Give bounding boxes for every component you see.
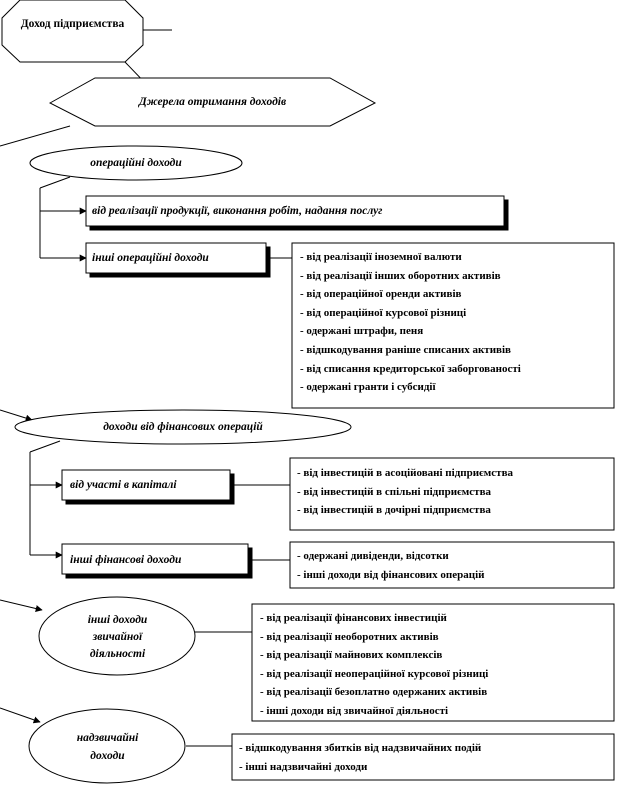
ordinary-label-line: звичайної bbox=[92, 631, 143, 643]
operational-label: операційні доходи bbox=[90, 157, 182, 169]
list-item: - відшкодування збитків від надзвичайних подій bbox=[239, 742, 482, 754]
ordinary-label-line: інші доходи bbox=[87, 614, 148, 626]
list-item: - від операційної оренди активів bbox=[300, 288, 462, 301]
list-item: - від реалізації інших оборотних активів bbox=[300, 269, 501, 282]
list-item: - від списання кредиторської заборгованості bbox=[300, 362, 521, 375]
equity-list bbox=[297, 464, 513, 520]
financial-label: доходи від фінансових операцій bbox=[103, 421, 263, 433]
list-item: - від реалізації фінансових інвестицій bbox=[260, 612, 447, 624]
list-item: - одержані дивіденди, відсотки bbox=[297, 550, 449, 562]
extraordinary-list bbox=[239, 739, 481, 776]
extraordinary-label-line: доходи bbox=[90, 750, 125, 762]
equity-label: від участі в капіталі bbox=[70, 479, 177, 491]
list-item: - від інвестицій в асоційовані підприємства bbox=[297, 467, 514, 479]
list-item: - одержані штрафи, пеня bbox=[300, 325, 424, 338]
list-item: - від реалізації іноземної валюти bbox=[300, 251, 462, 263]
list-item: - від інвестицій в дочірні підприємства bbox=[297, 504, 491, 517]
list-item: - від інвестицій в спільні підприємства bbox=[297, 485, 492, 498]
other-operational-label: інші операційні доходи bbox=[92, 252, 209, 264]
other-financial-list bbox=[297, 547, 484, 584]
list-item: - від операційної курсової різниці bbox=[300, 306, 467, 319]
list-item: - відшкодування раніше списаних активів bbox=[300, 343, 511, 356]
list-item: - інші доходи від фінансових операцій bbox=[297, 568, 485, 581]
ordinary-label-line: діяльності bbox=[89, 648, 146, 660]
list-item: - інші надзвичайні доходи bbox=[239, 760, 368, 773]
list-item: - від реалізації неопераційної курсової різниці bbox=[260, 667, 489, 680]
ordinary-list bbox=[260, 609, 488, 721]
other-operational-list bbox=[300, 248, 521, 397]
ordinary-label bbox=[40, 612, 195, 663]
list-item: - одержані гранти і субсидії bbox=[300, 381, 436, 394]
title-octagon bbox=[2, 0, 143, 62]
other-financial-label: інші фінансові доходи bbox=[70, 554, 182, 566]
list-item: - від реалізації необоротних активів bbox=[260, 630, 439, 643]
title-text: Доход підприємства bbox=[20, 18, 125, 30]
extraordinary-label-line: надзвичайні bbox=[76, 732, 139, 744]
list-item: - від реалізації майнових комплексів bbox=[260, 649, 443, 662]
list-item: - інші доходи від звичайної діяльності bbox=[260, 704, 449, 717]
sales-label: від реалізації продукції, виконання робіт, надання послуг bbox=[92, 205, 383, 217]
list-item: - від реалізації безоплатно одержаних активів bbox=[260, 686, 488, 699]
extraordinary-label bbox=[30, 729, 185, 765]
sources-text: Джерела отримання доходів bbox=[138, 96, 287, 108]
